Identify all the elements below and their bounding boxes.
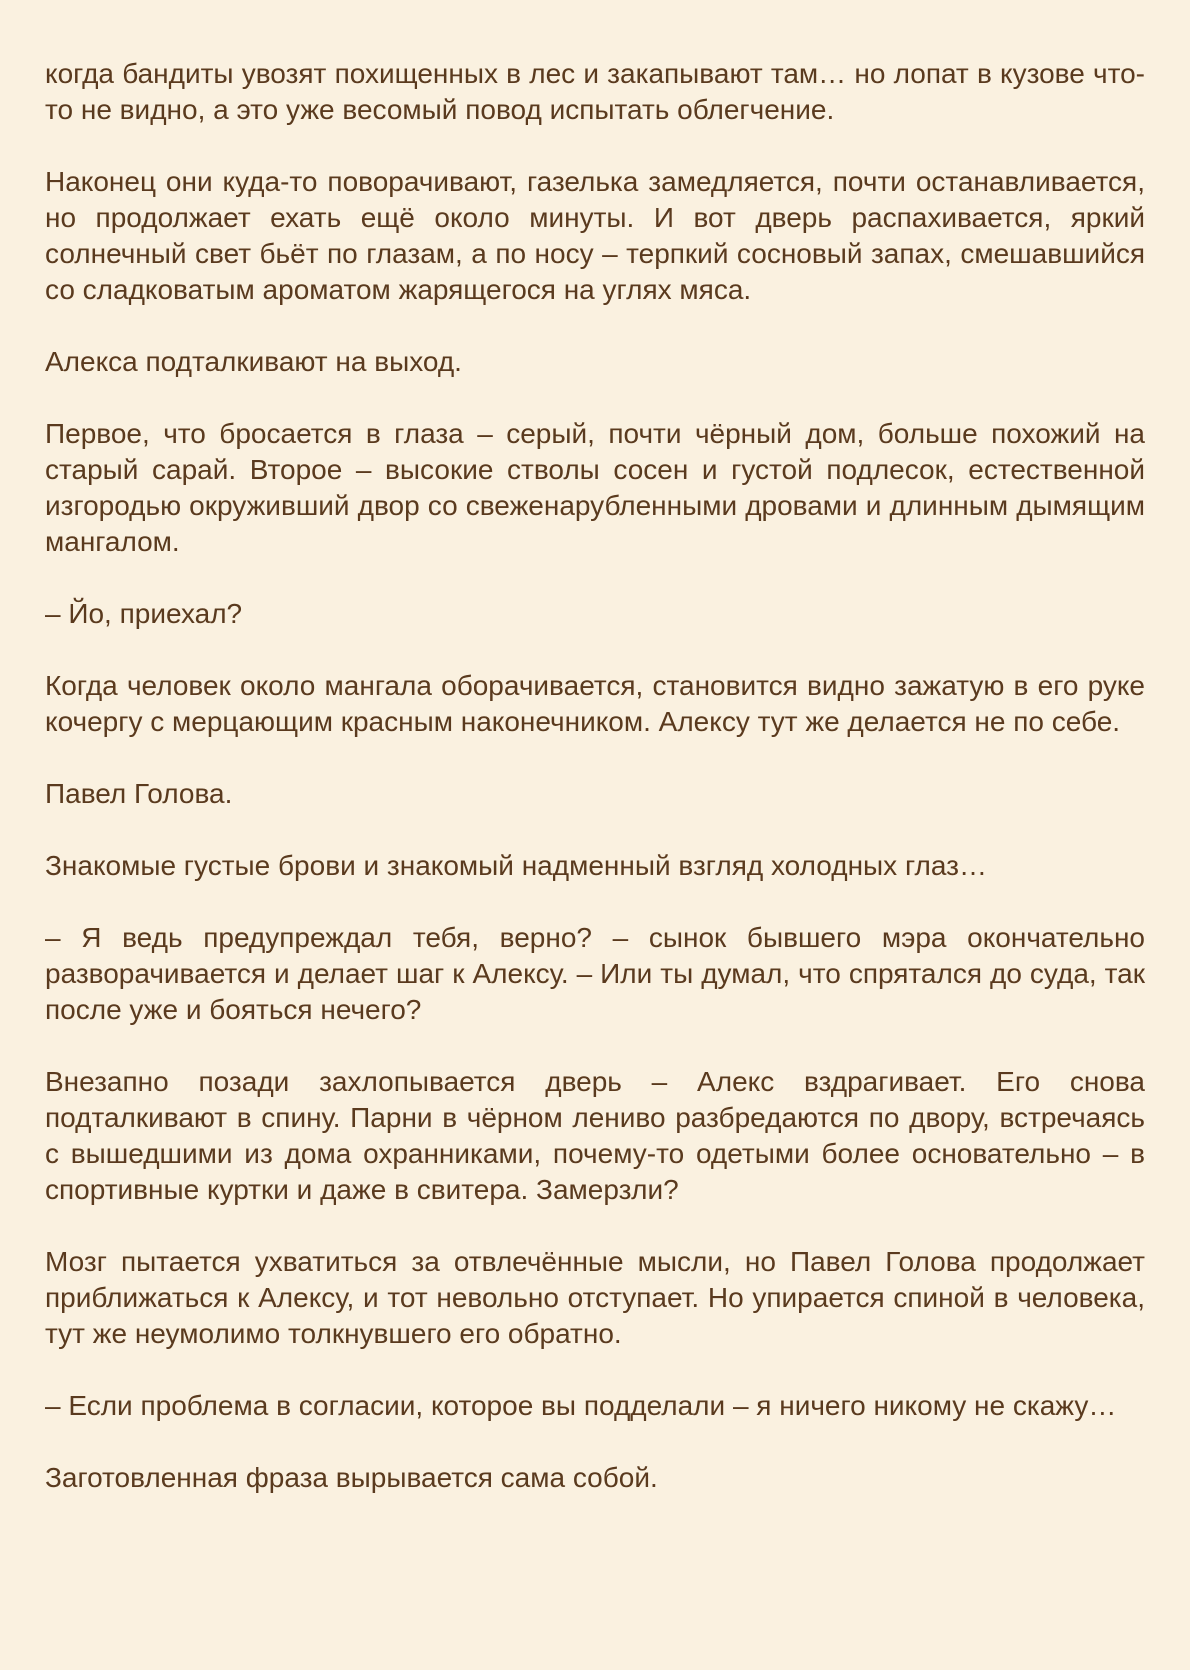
paragraph-5: – Йо, приехал? (45, 598, 243, 629)
paragraph-13: Заготовленная фраза вырывается сама собой. (45, 1462, 658, 1493)
paragraph-12: – Если проблема в согласии, которое вы подделали – я ничего никому не скажу… (45, 1390, 1117, 1421)
paragraph-10: Внезапно позади захлопывается дверь – Алекс вздрагивает. Его снова подталкивают в спину. Парни в чёрном лениво разбредаются по двору, встречаясь с вышедшими из дома охранниками, почему-то одетыми более основательно – в спортивные куртки и даже в свитера. Замерзли? (45, 1066, 1145, 1205)
paragraph-1: когда бандиты увозят похищенных в лес и закапывают там… но лопат в кузове что-то не видно, а это уже весомый повод испытать облегчение. (45, 58, 1145, 125)
paragraph-6: Когда человек около мангала оборачивается, становится видно зажатую в его руке кочергу с мерцающим красным наконечником. Алексу тут же делается не по себе. (45, 670, 1145, 737)
paragraph-8: Знакомые густые брови и знакомый надменный взгляд холодных глаз… (45, 850, 987, 881)
paragraph-11: Мозг пытается ухватиться за отвлечённые мысли, но Павел Голова продолжает приближаться к Алексу, и тот невольно отступает. Но упирается спиной в человека, тут же неумолимо толкнувшего его обратно. (45, 1246, 1145, 1349)
paragraph-2: Наконец они куда-то поворачивают, газелька замедляется, почти останавливается, но продолжает ехать ещё около минуты. И вот дверь распахивается, яркий солнечный свет бьёт по глазам, а по носу – терпкий сосновый запах, смешавшийся со сладковатым ароматом жарящегося на углях мяса. (45, 166, 1145, 305)
paragraph-9: – Я ведь предупреждал тебя, верно? – сынок бывшего мэра окончательно разворачивается и делает шаг к Алексу. – Или ты думал, что спрятался до суда, так после уже и бояться нечего? (45, 922, 1145, 1025)
paragraph-3: Алекса подталкивают на выход. (45, 346, 462, 377)
paragraph-4: Первое, что бросается в глаза – серый, почти чёрный дом, больше похожий на старый сарай. Второе – высокие стволы сосен и густой подлесок, естественной изгородью окруживший двор со свеженарубленными дровами и длинным дымящим мангалом. (45, 418, 1145, 557)
paragraph-7: Павел Голова. (45, 778, 233, 809)
